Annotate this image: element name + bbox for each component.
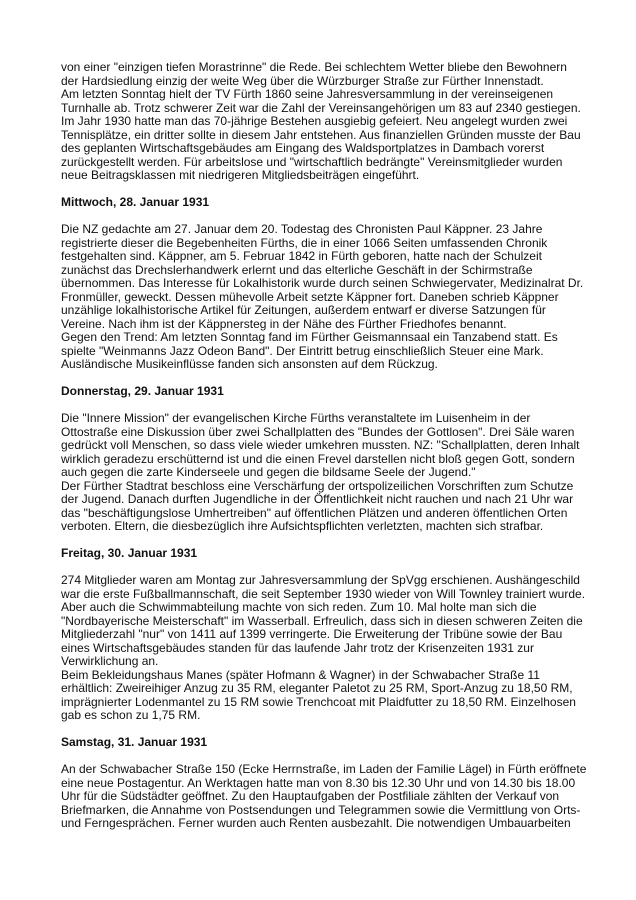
- text-line: Verwirklichung an.: [61, 654, 159, 668]
- text-line: Beim Bekleidungshaus Manes (später Hofmann & Wagner) in der Schwabacher Straße 11: [61, 667, 540, 682]
- spacer: [61, 183, 591, 197]
- text-line: des geplanten Wirtschaftsgebäudes am Eingang des Waldsportplatzes in Dambach vorerst: [61, 141, 545, 155]
- entry-paragraph: [61, 223, 591, 372]
- text-line: Im Jahr 1930 hatte man das 70-jährige Bestehen ausgiebig gefeiert. Neu angelegt wurden zwei: [61, 114, 568, 128]
- text-line: der Jugend. Danach durften Jugendliche in der Öffentlichkeit nicht rauchen und nach 21 Uhr war: [61, 492, 574, 506]
- text-line: zurückgestellt werden. Für arbeitslose und "wirtschaftlich bedrängte" Vereinsmitglieder wurden: [61, 154, 563, 169]
- entry-date-heading: Freitag, 30. Januar 1931: [61, 546, 198, 560]
- text-line: An der Schwabacher Straße 150 (Ecke Herrnstraße, im Laden der Familie Lägel) in Fürth eröffnete: [61, 762, 587, 776]
- text-line: Der Fürther Stadtrat beschloss eine Verschärfung der ortspolizeilichen Vorschriften zum Schutze: [61, 478, 574, 493]
- text-line: Fronmüller, geweckt. Dessen mühevolle Arbeit setzte Käppner fort. Daneben schrieb Käppner: [61, 289, 559, 304]
- text-line: eine neue Postagentur. An Werktagen hatte man von 8.30 bis 12.30 Uhr und von 14.30 bis 18.00: [61, 775, 576, 790]
- document-page: [61, 61, 591, 831]
- diary-entry: [61, 534, 591, 723]
- text-line: Aber auch die Schwimmabteilung machte von sich reden. Zum 10. Mal holte man sich die: [61, 600, 537, 614]
- spacer: [61, 723, 591, 737]
- text-line: zunächst das Drechslerhandwerk erlernt und das elterliche Geschäft in der Schirmstraße: [61, 262, 533, 277]
- text-line: "Nordbayerische Meisterschaft" im Wasserball. Erfreulich, dass sich in diesen schweren Zeiten die: [61, 613, 583, 628]
- entry-paragraph: [61, 763, 591, 831]
- text-line: Vereine. Nach ihm ist der Käppnersteg in der Nähe des Fürther Friedhofes benannt.: [61, 316, 507, 331]
- text-line: gedrückt voll Menschen, so dass viele wieder umkehren mussten. NZ: "Schallplatten, deren Inhalt: [61, 438, 580, 452]
- text-line: spielte "Weinmanns Jazz Odeon Band". Der Eintritt betrug einschließlich Steuer eine Mark.: [61, 343, 544, 358]
- text-line: Am letzten Sonntag hielt der TV Fürth 1860 seine Jahresversammlung in der vereinseigenen: [61, 87, 554, 101]
- spacer: [61, 561, 591, 575]
- text-line: Gegen den Trend: Am letzten Sonntag fand im Fürther Geismannsaal ein Tanzabend statt. Es: [61, 330, 558, 344]
- text-line: von einer "einzigen tiefen Morastrinne" die Rede. Bei schlechtem Wetter bliebe den Bewohnern: [61, 60, 567, 74]
- diary-entries: [61, 183, 591, 831]
- entry-paragraph: [61, 412, 591, 534]
- text-line: festgehalten sind. Käppner, am 5. Februar 1842 in Fürth geboren, hatte nach der Schulzeit: [61, 249, 542, 263]
- text-line: Mitgliederzahl "nur" von 1411 auf 1399 verringerte. Die Erweiterung der Tribüne sowie der Bau: [61, 627, 563, 641]
- text-line: erhältlich: Zweireihiger Anzug zu 35 RM, eleganter Paletot zu 25 RM, Sport-Anzug zu 18,50 RM,: [61, 681, 573, 695]
- text-line: das "beschäftigungslose Umhertreiben" auf öffentlichen Plätzen und anderen öffentlichen Orten: [61, 505, 568, 520]
- entry-date-heading: Mittwoch, 28. Januar 1931: [61, 195, 210, 209]
- spacer: [61, 399, 591, 413]
- diary-entry: [61, 183, 591, 372]
- text-line: übernommen. Das Interesse für Lokalhistorik wurde durch seinen Schwiegervater, Medizinalrat Dr.: [61, 276, 584, 290]
- diary-entry: [61, 723, 591, 831]
- text-line: eines Wirtschaftsgebäudes standen für das laufende Jahr trotz der Krisenzeiten 1931 zur: [61, 640, 534, 655]
- spacer: [61, 534, 591, 548]
- entry-date-heading: Donnerstag, 29. Januar 1931: [61, 384, 224, 398]
- entry-date-heading: Samstag, 31. Januar 1931: [61, 735, 208, 749]
- text-line: 274 Mitglieder waren am Montag zur Jahresversammlung der SpVgg erschienen. Aushängeschild: [61, 573, 580, 587]
- text-line: Die "Innere Mission" der evangelischen Kirche Fürths veranstaltete im Luisenheim in der: [61, 411, 531, 425]
- text-line: auch gegen die zarte Kinderseele und gegen die bildsame Seele der Jugend.": [61, 465, 476, 479]
- text-line: registrierte dieser die Begebenheiten Fürths, die in einer 1066 Seiten umfassenden Chronik: [61, 235, 548, 250]
- text-line: unzählige lokalhistorische Artikel für Zeitungen, außerdem entwarf er diverse Satzungen für: [61, 303, 546, 317]
- text-line: der Hardsiedlung einzig der weite Weg über die Würzburger Straße zur Fürther Innenstadt.: [61, 73, 544, 88]
- spacer: [61, 372, 591, 386]
- text-line: Ausländische Musikeinflüsse fanden sich ansonsten auf dem Rückzug.: [61, 357, 438, 371]
- text-line: Tennisplätze, ein dritter sollte in diesem Jahr entstehen. Aus finanziellen Gründen musste der Bau: [61, 127, 581, 142]
- text-line: Die NZ gedachte am 27. Januar dem 20. Todestag des Chronisten Paul Käppner. 23 Jahre: [61, 222, 543, 236]
- spacer: [61, 750, 591, 764]
- entry-paragraph: [61, 574, 591, 723]
- text-line: wirklich geradezu erschütternd ist und die einen Frevel darstellen nicht bloß gegen Gott, sondern: [61, 451, 575, 466]
- text-line: verboten. Eltern, die diesbezüglich ihre Aufsichtspflichten verletzten, machten sich strafbar.: [61, 519, 544, 533]
- text-line: imprägnierter Lodenmantel zu 15 RM sowie Trenchcoat mit Plaidfutter zu 18,50 RM. Einzelhosen: [61, 694, 576, 709]
- spacer: [61, 210, 591, 224]
- text-line: war die erste Fußballmannschaft, die seit September 1930 wieder von Will Townley trainiert wurde.: [61, 586, 586, 601]
- intro-paragraph: [61, 61, 591, 183]
- text-line: Turnhalle ab. Trotz schwerer Zeit war die Zahl der Vereinsangehörigen um 83 auf 2340 gestiegen.: [61, 100, 581, 115]
- diary-entry: [61, 372, 591, 534]
- text-line: Briefmarken, die Annahme von Postsendungen und Telegrammen sowie die Vermittlung von Orts-: [61, 802, 581, 817]
- text-line: neue Beitragsklassen mit niedrigeren Mitgliedsbeiträgen eingeführt.: [61, 168, 420, 182]
- text-line: Uhr für die Südstädter geöffnet. Zu den Hauptaufgaben der Postfiliale zählten der Verkauf von: [61, 789, 560, 803]
- text-line: und Ferngesprächen. Ferner wurden auch Renten ausbezahlt. Die notwendigen Umbauarbeiten: [61, 816, 571, 830]
- text-line: gab es schon zu 1,75 RM.: [61, 708, 201, 722]
- text-line: Ottostraße eine Diskussion über zwei Schallplatten des "Bundes der Gottlosen". Drei Säle waren: [61, 424, 575, 439]
